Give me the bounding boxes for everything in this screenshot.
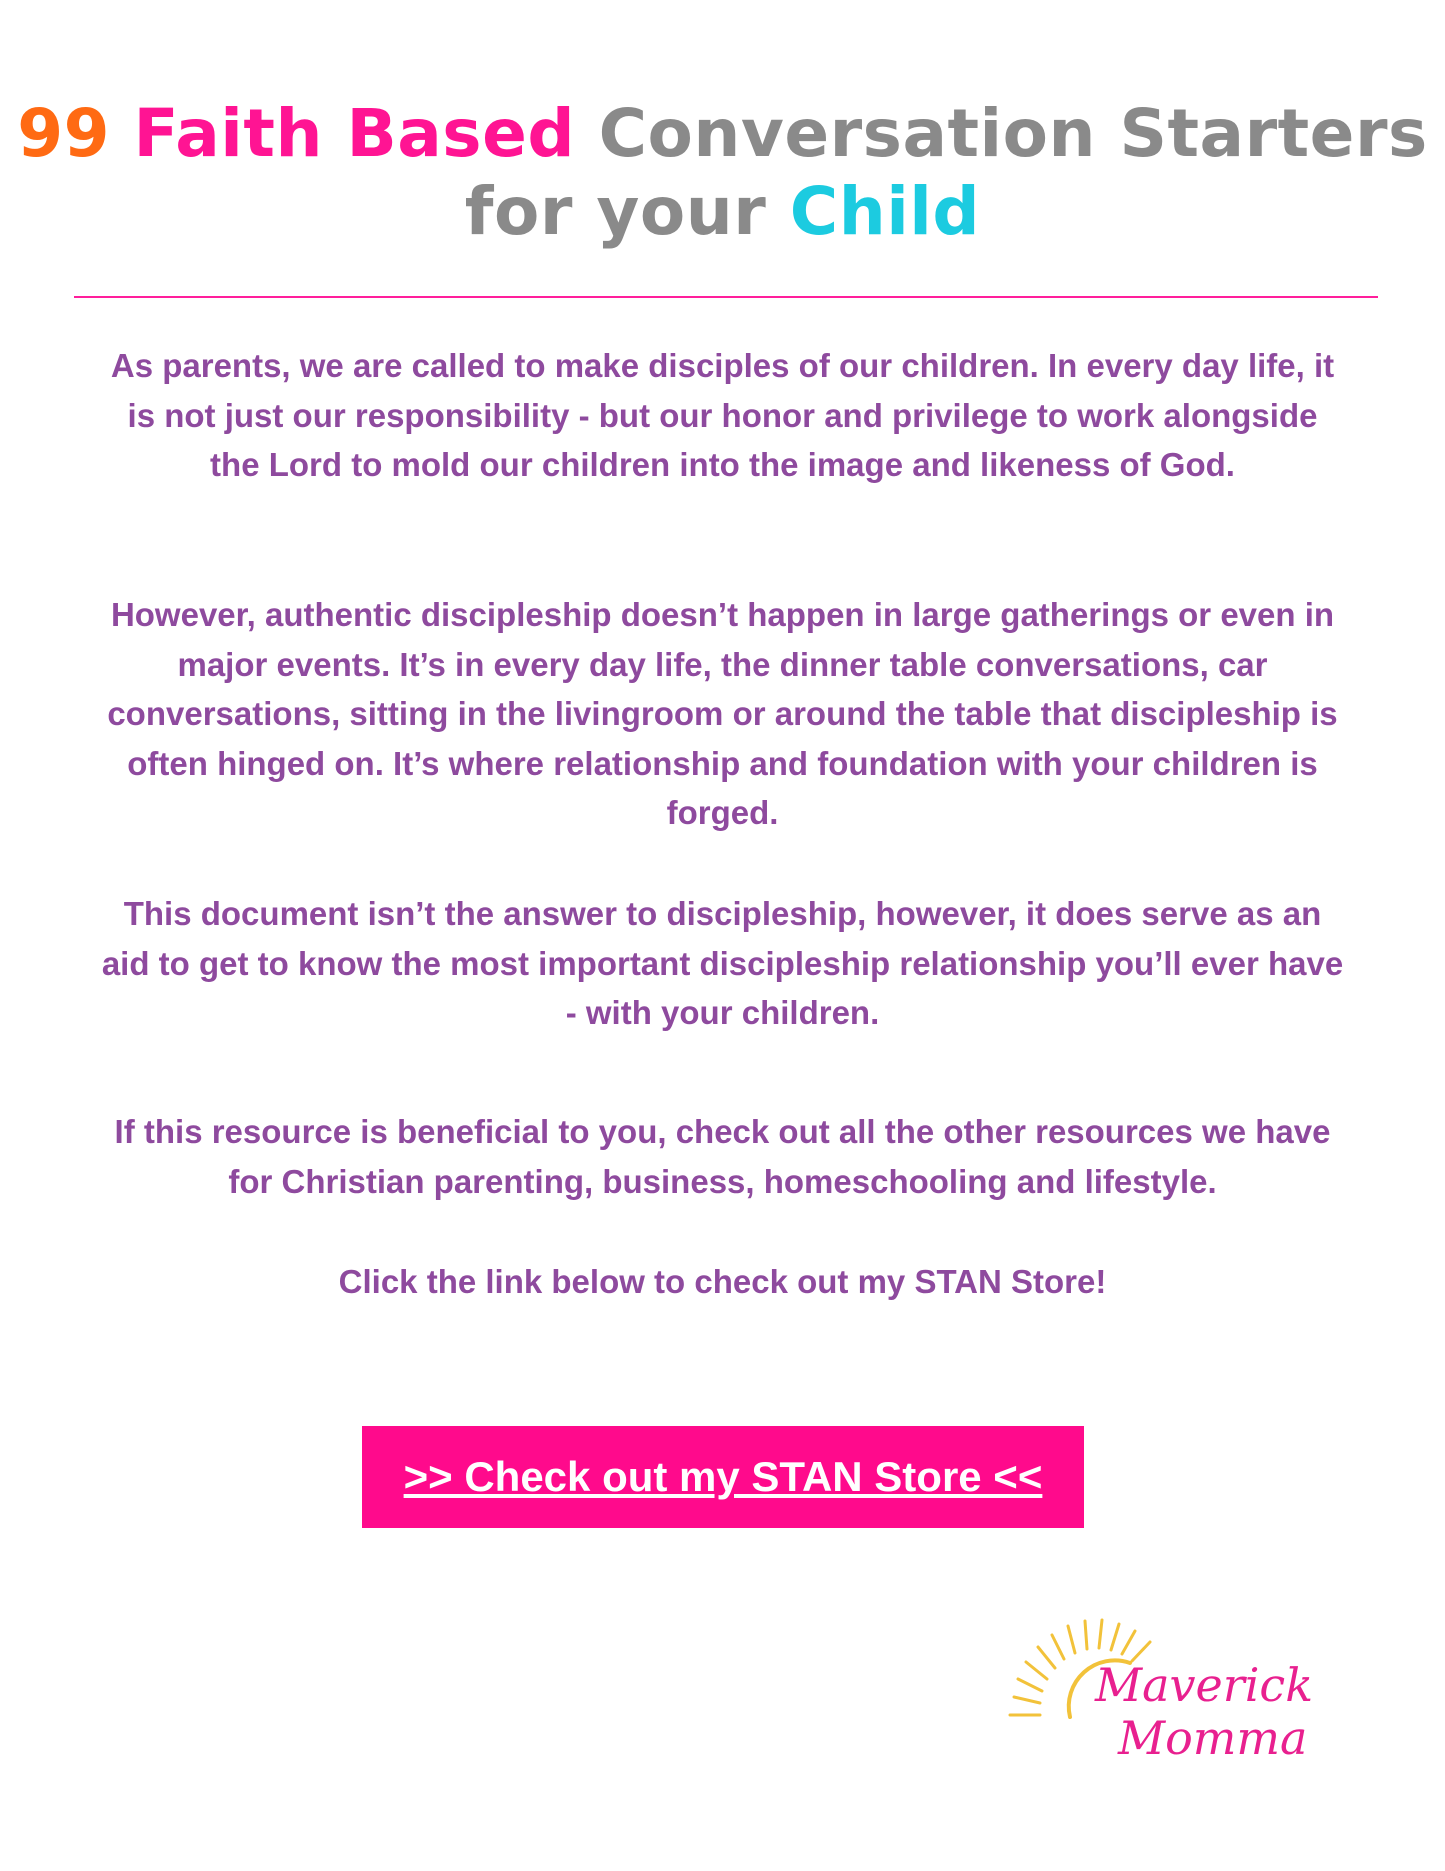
page-title xyxy=(0,95,1445,251)
discipleship-paragraph: However, authentic discipleship doesn’t happen in large gatherings or even in major events. It’s in every day life, the dinner table conversations, car conversations, sitting in the livingroom or around the table that discipleship is often hinged on. It’s where relationship and foundation with your children is forged. xyxy=(107,596,1338,831)
document-purpose-paragraph: This document isn’t the answer to discipleship, however, it does serve as an aid to get to know the most important discipleship relationship you’ll ever have - with your children. xyxy=(101,895,1344,1031)
intro-paragraph: As parents, we are called to make disciples of our children. In every day life, it is not just our responsibility - but our honor and privilege to work alongside the Lord to mold our children into the image and likeness of God. xyxy=(110,347,1335,483)
stan-store-button[interactable]: >> Check out my STAN Store << xyxy=(362,1426,1084,1528)
title-number: 99 xyxy=(17,95,111,172)
title-child: Child xyxy=(789,173,981,250)
title-for-your: for your xyxy=(464,173,767,250)
title-conversation-starters: Conversation Starters xyxy=(598,95,1428,172)
logo-line-1: Maverick xyxy=(1095,1658,1314,1712)
click-link-paragraph: Click the link below to check out my STAN Store! xyxy=(338,1263,1107,1300)
maverick-momma-logo xyxy=(1000,1605,1314,1790)
title-faith-based: Faith Based xyxy=(133,95,576,172)
resources-paragraph: If this resource is beneficial to you, check out all the other resources we have for Christian parenting, business, homeschooling and lifestyle. xyxy=(114,1113,1331,1200)
logo-line-2: Momma xyxy=(1118,1711,1308,1765)
title-divider xyxy=(74,296,1378,298)
